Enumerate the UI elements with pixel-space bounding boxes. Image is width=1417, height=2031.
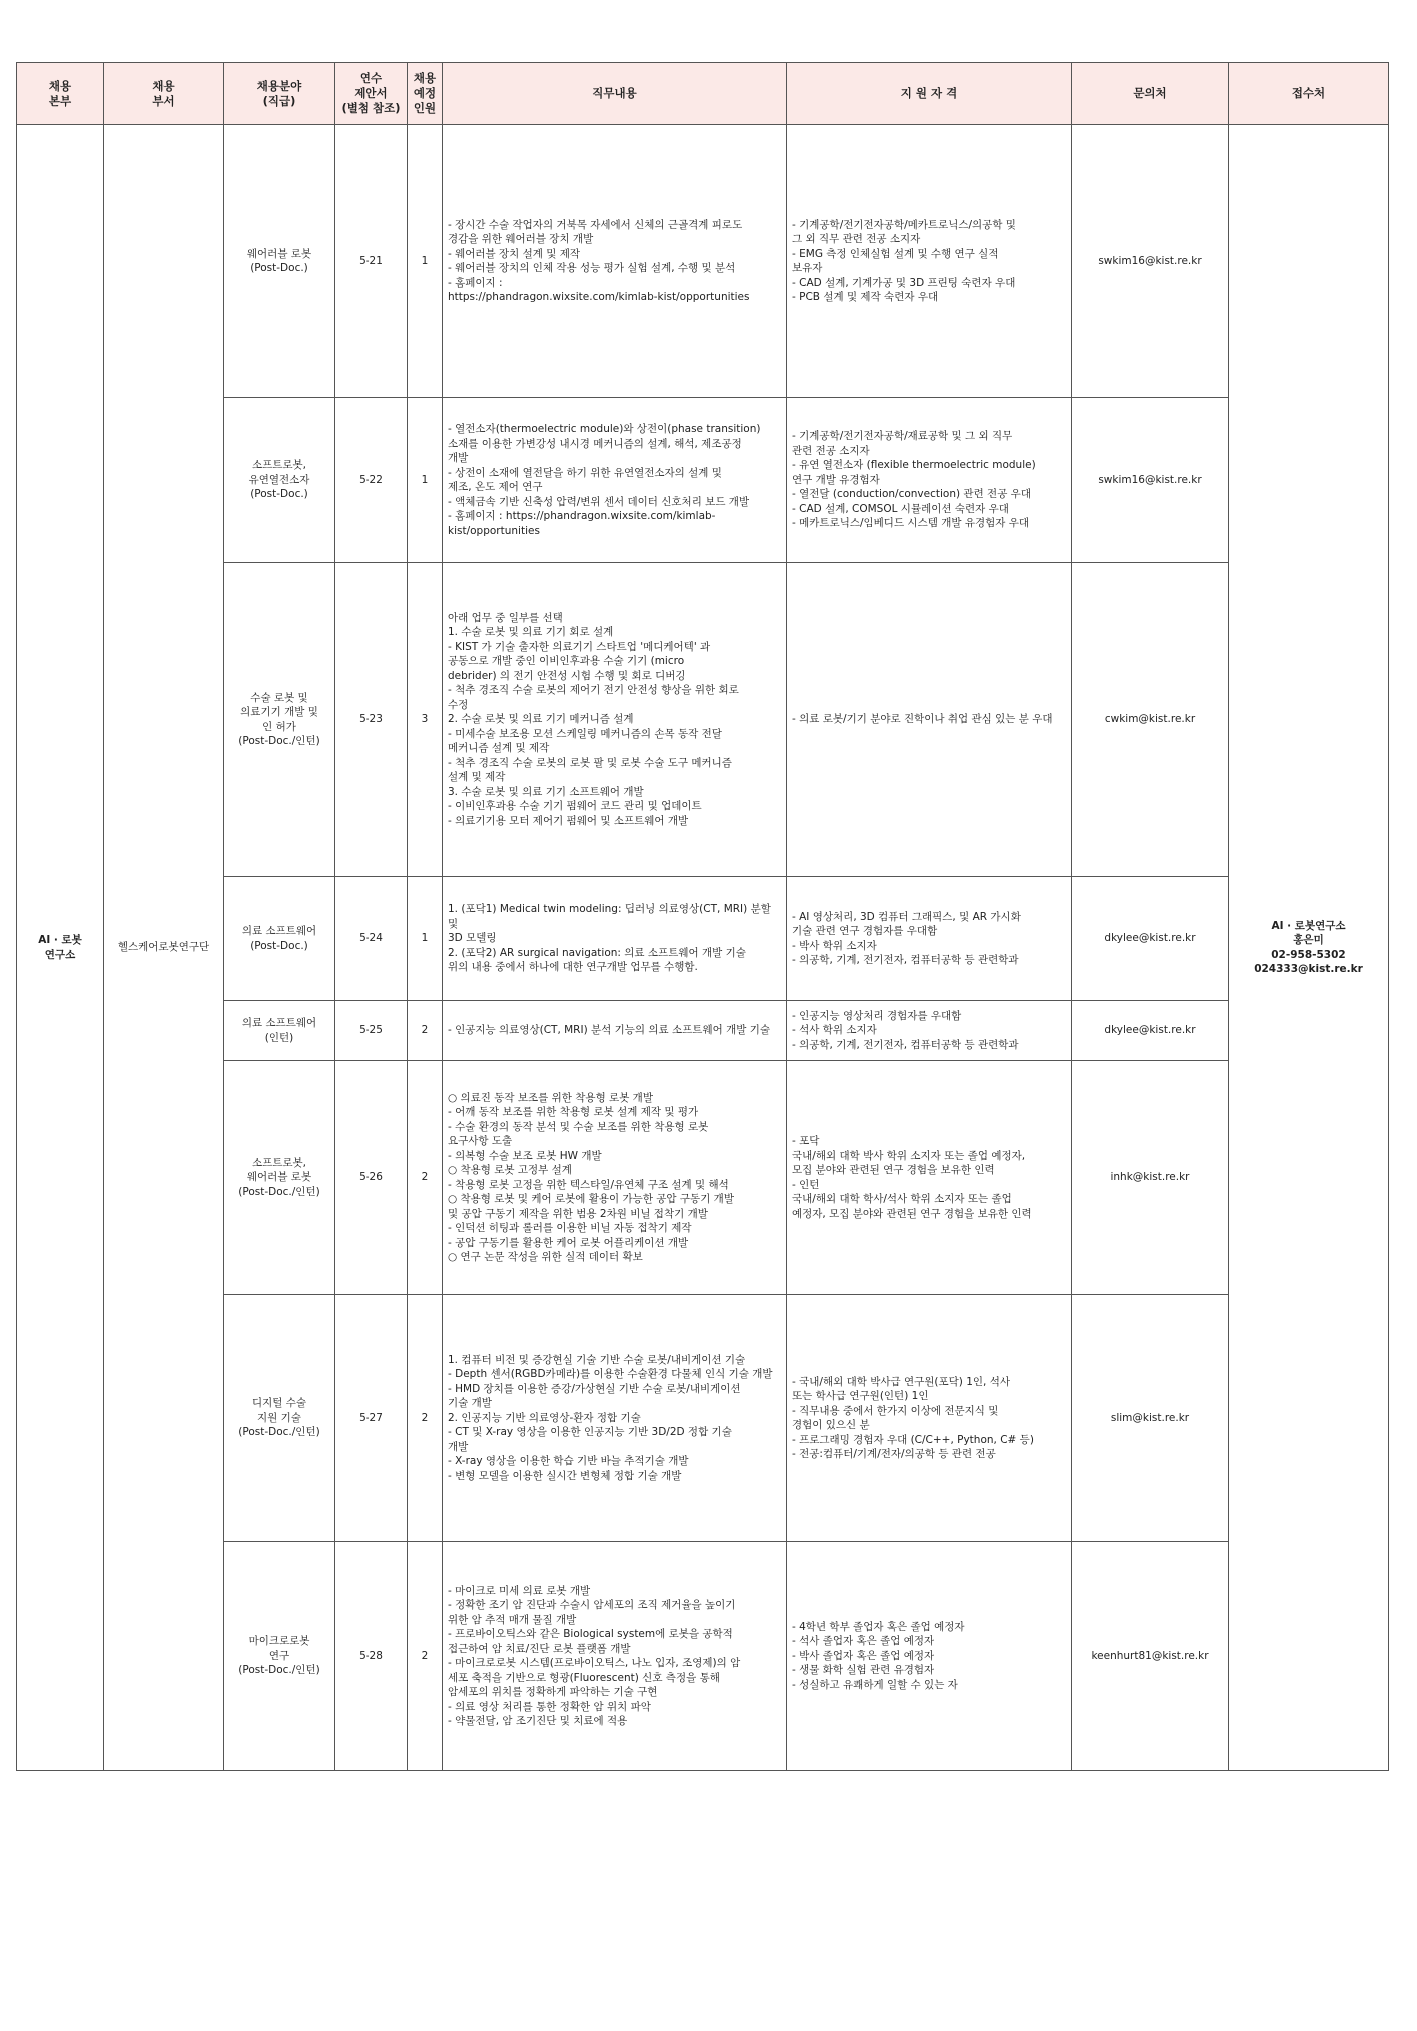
- contact-email[interactable]: dkylee@kist.re.kr: [1072, 877, 1229, 1001]
- duty-line: 2. 수술 로봇 및 의료 기기 메커니즘 설계: [448, 713, 634, 726]
- contact-email[interactable]: swkim16@kist.re.kr: [1072, 398, 1229, 563]
- qualification-line: - 직무내용 중에서 한가지 이상에 전문지식 및: [792, 1404, 999, 1417]
- duty-cell: [443, 398, 787, 563]
- recruitment-table: [16, 62, 1389, 1771]
- duty-line: 개발: [448, 452, 469, 464]
- field-cell: [224, 125, 335, 398]
- duty-line: 수정: [448, 698, 469, 711]
- duty-line: https://phandragon.wixsite.com/kimlab-kist/opportunities: [448, 291, 750, 303]
- qualification-cell: [787, 563, 1072, 877]
- field-cell: [224, 1542, 335, 1771]
- duty-line: 개발: [448, 1440, 469, 1453]
- duty-cell: [443, 877, 787, 1001]
- duty-line: - 홈페이지 : https://phandragon.wixsite.com/kimlab-kist/opportunities: [448, 510, 716, 537]
- duty-cell: [443, 1061, 787, 1295]
- proposal-code: 5-23: [335, 563, 408, 877]
- qualification-line: - 박사 졸업자 혹은 졸업 예정자: [792, 1649, 935, 1662]
- qualification-line: - 인턴: [792, 1178, 820, 1191]
- duty-line: - 정확한 조기 암 진단과 수술시 암세포의 조직 제거율을 높이기: [448, 1599, 736, 1611]
- field-line: 마이크로로봇: [248, 1635, 310, 1648]
- field-line: (Post-Doc.): [250, 488, 308, 501]
- qualification-line: - 프로그래밍 경험자 우대 (C/C++, Python, C# 등): [792, 1433, 1034, 1446]
- duty-line: - 공압 구동기를 활용한 케어 로봇 어플리케이션 개발: [448, 1236, 689, 1249]
- duty-line: - 인공지능 의료영상(CT, MRI) 분석 기능의 의료 소프트웨어 개발 기술: [448, 1024, 770, 1037]
- field-line: (Post-Doc./인턴): [238, 1426, 320, 1439]
- duty-cell: [443, 563, 787, 877]
- qualification-line: - 국내/해외 대학 박사급 연구원(포닥) 1인, 석사: [792, 1375, 1010, 1388]
- field-line: 의료 소프트웨어: [241, 1017, 317, 1029]
- duty-line: 위한 암 추적 매개 물질 개발: [448, 1613, 577, 1626]
- table-row: [17, 125, 1389, 398]
- qualification-line: 국내/해외 대학 학사/석사 학위 소지자 또는 졸업: [792, 1193, 1012, 1205]
- division-cell: [17, 125, 104, 1771]
- header-contact: 문의처: [1072, 63, 1229, 125]
- duty-line: 2. 인공지능 기반 의료영상-환자 정합 기술: [448, 1411, 641, 1424]
- field-line: (Post-Doc./인턴): [238, 1664, 320, 1677]
- receiver-line[interactable]: 024333@kist.re.kr: [1254, 963, 1363, 975]
- division-line: 연구소: [44, 948, 76, 961]
- proposal-code: 5-22: [335, 398, 408, 563]
- duty-line: ○ 착용형 로봇 고정부 설계: [448, 1164, 572, 1176]
- contact-email[interactable]: dkylee@kist.re.kr: [1072, 1001, 1229, 1061]
- qualification-line: - 성실하고 유쾌하게 일할 수 있는 자: [792, 1678, 958, 1691]
- duty-line: - 어깨 동작 보조를 위한 착용형 로봇 설계 제작 및 평가: [448, 1106, 699, 1118]
- duty-line: - 착용형 로봇 고정을 위한 텍스타일/유연체 구조 설계 및 해석: [448, 1178, 729, 1191]
- headcount: 2: [408, 1001, 443, 1061]
- qualification-line: - 인공지능 영상처리 경험자를 우대함: [792, 1009, 962, 1022]
- qualification-line: 그 외 직무 관련 전공 소지자: [792, 233, 921, 245]
- duty-line: - 마이크로 미세 의료 로봇 개발: [448, 1584, 591, 1597]
- duty-line: - HMD 장치를 이용한 증강/가상현실 기반 수술 로봇/내비게이션: [448, 1382, 741, 1395]
- duty-line: 3. 수술 로봇 및 의료 기기 소프트웨어 개발: [448, 785, 644, 798]
- qualification-cell: [787, 1542, 1072, 1771]
- field-line: 웨어러블 로봇: [246, 1171, 312, 1184]
- duty-line: - 척추 경조직 수술 로봇의 로봇 팔 및 로봇 수술 도구 메커니즘: [448, 756, 732, 769]
- department-cell: 헬스케어로봇연구단: [104, 125, 224, 1771]
- qualification-line: 관련 전공 소지자: [792, 444, 870, 457]
- duty-line: - 미세수술 보조용 모션 스케일링 메커니즘의 손목 동작 전달: [448, 727, 722, 740]
- receiver-cell: [1229, 125, 1389, 1771]
- duty-line: - 마이크로로봇 시스템(프로바이오틱스, 나노 입자, 조영제)의 암: [448, 1657, 741, 1669]
- qualification-line: - 유연 열전소자 (flexible thermoelectric module): [792, 459, 1036, 472]
- duty-line: - 수술 환경의 동작 분석 및 수술 보조를 위한 착용형 로봇: [448, 1120, 709, 1133]
- duty-line: 설계 및 제작: [448, 771, 506, 784]
- contact-email[interactable]: cwkim@kist.re.kr: [1072, 563, 1229, 877]
- field-cell: [224, 1001, 335, 1061]
- duty-line: - Depth 센서(RGBD카메라)를 이용한 수술환경 다물체 인식 기술 개발: [448, 1368, 773, 1381]
- qualification-line: 경험이 있으신 분: [792, 1419, 870, 1431]
- duty-line: - 의료기기용 모터 제어기 펌웨어 및 소프트웨어 개발: [448, 814, 689, 827]
- headcount: 1: [408, 398, 443, 563]
- duty-line: debrider) 의 전기 안전성 시험 수행 및 회로 디버깅: [448, 669, 686, 682]
- header-duty: 직무내용: [443, 63, 787, 125]
- qualification-line: - 석사 졸업자 혹은 졸업 예정자: [792, 1635, 935, 1648]
- duty-line: 1. 컴퓨터 비전 및 증강현실 기술 기반 수술 로봇/내비게이션 기술: [448, 1353, 746, 1366]
- qualification-line: 또는 학사급 연구원(인턴) 1인: [792, 1390, 929, 1402]
- qualification-line: 국내/해외 대학 박사 학위 소지자 또는 졸업 예정자,: [792, 1149, 1026, 1162]
- qualification-line: - 기계공학/전기전자공학/메카트로닉스/의공학 및: [792, 218, 1016, 231]
- qualification-line: - AI 영상처리, 3D 컴퓨터 그래픽스, 및 AR 가시화: [792, 910, 1021, 923]
- qualification-line: 기술 관련 연구 경험자를 우대함: [792, 925, 938, 937]
- qualification-cell: [787, 125, 1072, 398]
- duty-line: - 약물전달, 암 조기진단 및 치료에 적용: [448, 1715, 628, 1727]
- qualification-line: - 의공학, 기계, 전기전자, 컴퓨터공학 등 관련학과: [792, 954, 1019, 966]
- qualification-line: - PCB 설계 및 제작 숙련자 우대: [792, 291, 939, 303]
- proposal-code: 5-28: [335, 1542, 408, 1771]
- proposal-code: 5-21: [335, 125, 408, 398]
- duty-line: 세포 축적을 기반으로 형광(Fluorescent) 신호 측정을 통해: [448, 1671, 720, 1684]
- header-qualification: 지 원 자 격: [787, 63, 1072, 125]
- field-line: 의료 소프트웨어: [241, 925, 317, 937]
- qualification-cell: [787, 398, 1072, 563]
- duty-line: 요구사항 도출: [448, 1135, 513, 1147]
- field-cell: [224, 563, 335, 877]
- qualification-line: - 생물 화학 실험 관련 유경험자: [792, 1664, 935, 1677]
- duty-line: 경감을 위한 웨어러블 장치 개발: [448, 233, 594, 245]
- header-department: 채용 부서: [104, 63, 224, 125]
- field-line: 수술 로봇 및: [250, 691, 308, 704]
- headcount: 2: [408, 1542, 443, 1771]
- qualification-line: - 의공학, 기계, 전기전자, 컴퓨터공학 등 관련학과: [792, 1038, 1019, 1051]
- field-line: (Post-Doc./인턴): [238, 1185, 320, 1198]
- duty-cell: [443, 1001, 787, 1061]
- field-cell: [224, 398, 335, 563]
- field-line: 디지털 수술: [251, 1397, 307, 1410]
- duty-line: 위의 내용 중에서 하나에 대한 연구개발 업무를 수행함.: [448, 961, 698, 974]
- contact-email[interactable]: slim@kist.re.kr: [1072, 1295, 1229, 1542]
- duty-line: 메커니즘 설계 및 제작: [448, 742, 550, 755]
- duty-line: 공동으로 개발 중인 이비인후과용 수술 기기 (micro: [448, 655, 685, 668]
- duty-line: 및 공압 구동기 제작을 위한 범용 2차원 비닐 접착기 개발: [448, 1207, 708, 1220]
- duty-line: - CT 및 X-ray 영상을 이용한 인공지능 기반 3D/2D 정합 기술: [448, 1426, 732, 1439]
- duty-line: - 장시간 수술 작업자의 거북목 자세에서 신체의 근골격계 피로도: [448, 218, 743, 231]
- duty-line: 암세포의 위치를 정확하게 파악하는 기술 구현: [448, 1686, 658, 1698]
- field-line: (Post-Doc.): [250, 939, 308, 952]
- duty-line: - 액체금속 기반 신축성 압력/변위 센서 데이터 신호처리 보드 개발: [448, 495, 750, 508]
- header-receiver: 접수처: [1229, 63, 1389, 125]
- duty-line: 3D 모델링: [448, 932, 497, 945]
- header-headcount: 채용 예정 인원: [408, 63, 443, 125]
- qualification-line: 연구 개발 유경험자: [792, 473, 880, 486]
- headcount: 2: [408, 1295, 443, 1542]
- duty-cell: [443, 125, 787, 398]
- headcount: 2: [408, 1061, 443, 1295]
- duty-line: - 의복형 수술 보조 로봇 HW 개발: [448, 1149, 602, 1162]
- proposal-code: 5-24: [335, 877, 408, 1001]
- duty-line: 1. (포닥1) Medical twin modeling: 딥러닝 의료영상(CT, MRI) 분할 및: [448, 903, 771, 930]
- field-line: 지원 기술: [257, 1411, 301, 1424]
- qualification-line: 예정자, 모집 분야와 관련된 연구 경험을 보유한 인력: [792, 1207, 1032, 1220]
- header-field: 채용분야 (직급): [224, 63, 335, 125]
- duty-line: - 변형 모델을 이용한 실시간 변형체 정합 기술 개발: [448, 1469, 682, 1482]
- duty-line: ○ 연구 논문 작성을 위한 실적 데이터 확보: [448, 1251, 643, 1263]
- duty-line: 접근하여 암 치료/진단 로봇 플랫폼 개발: [448, 1642, 631, 1655]
- field-line: 웨어러블 로봇: [246, 247, 312, 260]
- duty-line: - 상전이 소재에 열전달을 하기 위한 유연열전소자의 설계 및: [448, 466, 722, 479]
- qualification-cell: [787, 877, 1072, 1001]
- duty-line: 제조, 온도 제어 연구: [448, 481, 543, 493]
- duty-line: ○ 의료진 동작 보조를 위한 착용형 로봇 개발: [448, 1091, 653, 1104]
- receiver-line: 홍은미: [1293, 934, 1324, 946]
- qualification-cell: [787, 1061, 1072, 1295]
- duty-line: 아래 업무 중 일부를 선택: [448, 611, 563, 624]
- qualification-line: - 열전달 (conduction/convection) 관련 전공 우대: [792, 488, 1031, 501]
- duty-line: ○ 착용형 로봇 및 케어 로봇에 활용이 가능한 공압 구동기 개발: [448, 1193, 734, 1205]
- duty-line: - 의료 영상 처리를 통한 정확한 암 위치 파악: [448, 1700, 651, 1713]
- duty-line: - 프로바이오틱스와 같은 Biological system에 로봇을 공학적: [448, 1628, 733, 1640]
- duty-line: 소재를 이용한 가변강성 내시경 메커니즘의 설계, 해석, 제조공정: [448, 437, 742, 450]
- headcount: 3: [408, 563, 443, 877]
- proposal-code: 5-26: [335, 1061, 408, 1295]
- duty-line: - 홈페이지 :: [448, 276, 503, 289]
- duty-line: - 열전소자(thermoelectric module)와 상전이(phase transition): [448, 423, 761, 435]
- duty-line: - 인덕션 히팅과 롤러를 이용한 비닐 자동 접착기 제작: [448, 1222, 692, 1234]
- duty-line: - KIST 가 기술 출자한 의료기기 스타트업 '메디케어텍' 과: [448, 640, 711, 653]
- qualification-line: - 4학년 학부 졸업자 혹은 졸업 예정자: [792, 1620, 965, 1633]
- headcount: 1: [408, 125, 443, 398]
- receiver-line: 02-958-5302: [1271, 948, 1346, 961]
- proposal-code: 5-25: [335, 1001, 408, 1061]
- field-line: 소프트로봇,: [251, 1156, 307, 1169]
- qualification-cell: [787, 1001, 1072, 1061]
- duty-cell: [443, 1542, 787, 1771]
- qualification-line: - 기계공학/전기전자공학/재료공학 및 그 외 직무: [792, 430, 1013, 443]
- qualification-cell: [787, 1295, 1072, 1542]
- header-row: [17, 63, 1389, 125]
- qualification-line: - 포닥: [792, 1135, 820, 1147]
- field-line: (Post-Doc./인턴): [238, 735, 320, 747]
- proposal-code: 5-27: [335, 1295, 408, 1542]
- field-cell: [224, 877, 335, 1001]
- field-line: (인턴): [264, 1031, 294, 1044]
- field-line: 소프트로봇,: [251, 459, 307, 472]
- headcount: 1: [408, 877, 443, 1001]
- contact-email[interactable]: inhk@kist.re.kr: [1072, 1061, 1229, 1295]
- duty-line: 기술 개발: [448, 1397, 492, 1410]
- qualification-line: - CAD 설계, 기계가공 및 3D 프린팅 숙련자 우대: [792, 276, 1016, 289]
- duty-line: 1. 수술 로봇 및 의료 기기 회로 설계: [448, 626, 614, 639]
- qualification-line: 보유자: [792, 262, 823, 274]
- duty-cell: [443, 1295, 787, 1542]
- header-division: 채용 본부: [17, 63, 104, 125]
- contact-email[interactable]: keenhurt81@kist.re.kr: [1072, 1542, 1229, 1771]
- field-cell: [224, 1295, 335, 1542]
- duty-line: - X-ray 영상을 이용한 학습 기반 바늘 추적기술 개발: [448, 1455, 689, 1468]
- field-line: 연구: [268, 1649, 290, 1662]
- table-body: [17, 125, 1389, 1771]
- duty-line: - 웨어러블 장치 설계 및 제작: [448, 247, 581, 260]
- qualification-line: - EMG 측정 인체실험 설계 및 수행 연구 실적: [792, 247, 999, 260]
- qualification-line: - 석사 학위 소지자: [792, 1024, 877, 1037]
- duty-line: - 웨어러블 장치의 인체 작용 성능 평가 실험 설계, 수행 및 분석: [448, 262, 736, 274]
- qualification-line: - 의료 로봇/기기 분야로 진학이나 취업 관심 있는 분 우대: [792, 713, 1053, 726]
- duty-line: 2. (포닥2) AR surgical navigation: 의료 소프트웨어 개발 기술: [448, 946, 746, 959]
- field-line: (Post-Doc.): [250, 262, 308, 274]
- qualification-line: - 메카트로닉스/임베디드 시스템 개발 유경험자 우대: [792, 517, 1030, 530]
- field-line: 유연열전소자: [248, 473, 310, 486]
- qualification-line: - CAD 설계, COMSOL 시뮬레이션 숙련자 우대: [792, 502, 1009, 515]
- qualification-line: - 박사 학위 소지자: [792, 939, 877, 952]
- receiver-line: AI · 로봇연구소: [1271, 919, 1346, 932]
- qualification-line: - 전공:컴퓨터/기계/전자/의공학 등 관련 전공: [792, 1448, 996, 1460]
- field-line: 인 허가: [262, 720, 296, 733]
- division-line: AI · 로봇: [38, 934, 82, 946]
- field-cell: [224, 1061, 335, 1295]
- contact-email[interactable]: swkim16@kist.re.kr: [1072, 125, 1229, 398]
- field-line: 의료기기 개발 및: [240, 706, 318, 718]
- qualification-line: 모집 분야와 관련된 연구 경험을 보유한 인력: [792, 1164, 995, 1176]
- header-proposal: 연수 제안서 (별첨 참조): [335, 63, 408, 125]
- duty-line: - 척추 경조직 수술 로봇의 제어기 전기 안전성 향상을 위한 회로: [448, 684, 739, 697]
- duty-line: - 이비인후과용 수술 기기 펌웨어 코드 관리 및 업데이트: [448, 800, 702, 813]
